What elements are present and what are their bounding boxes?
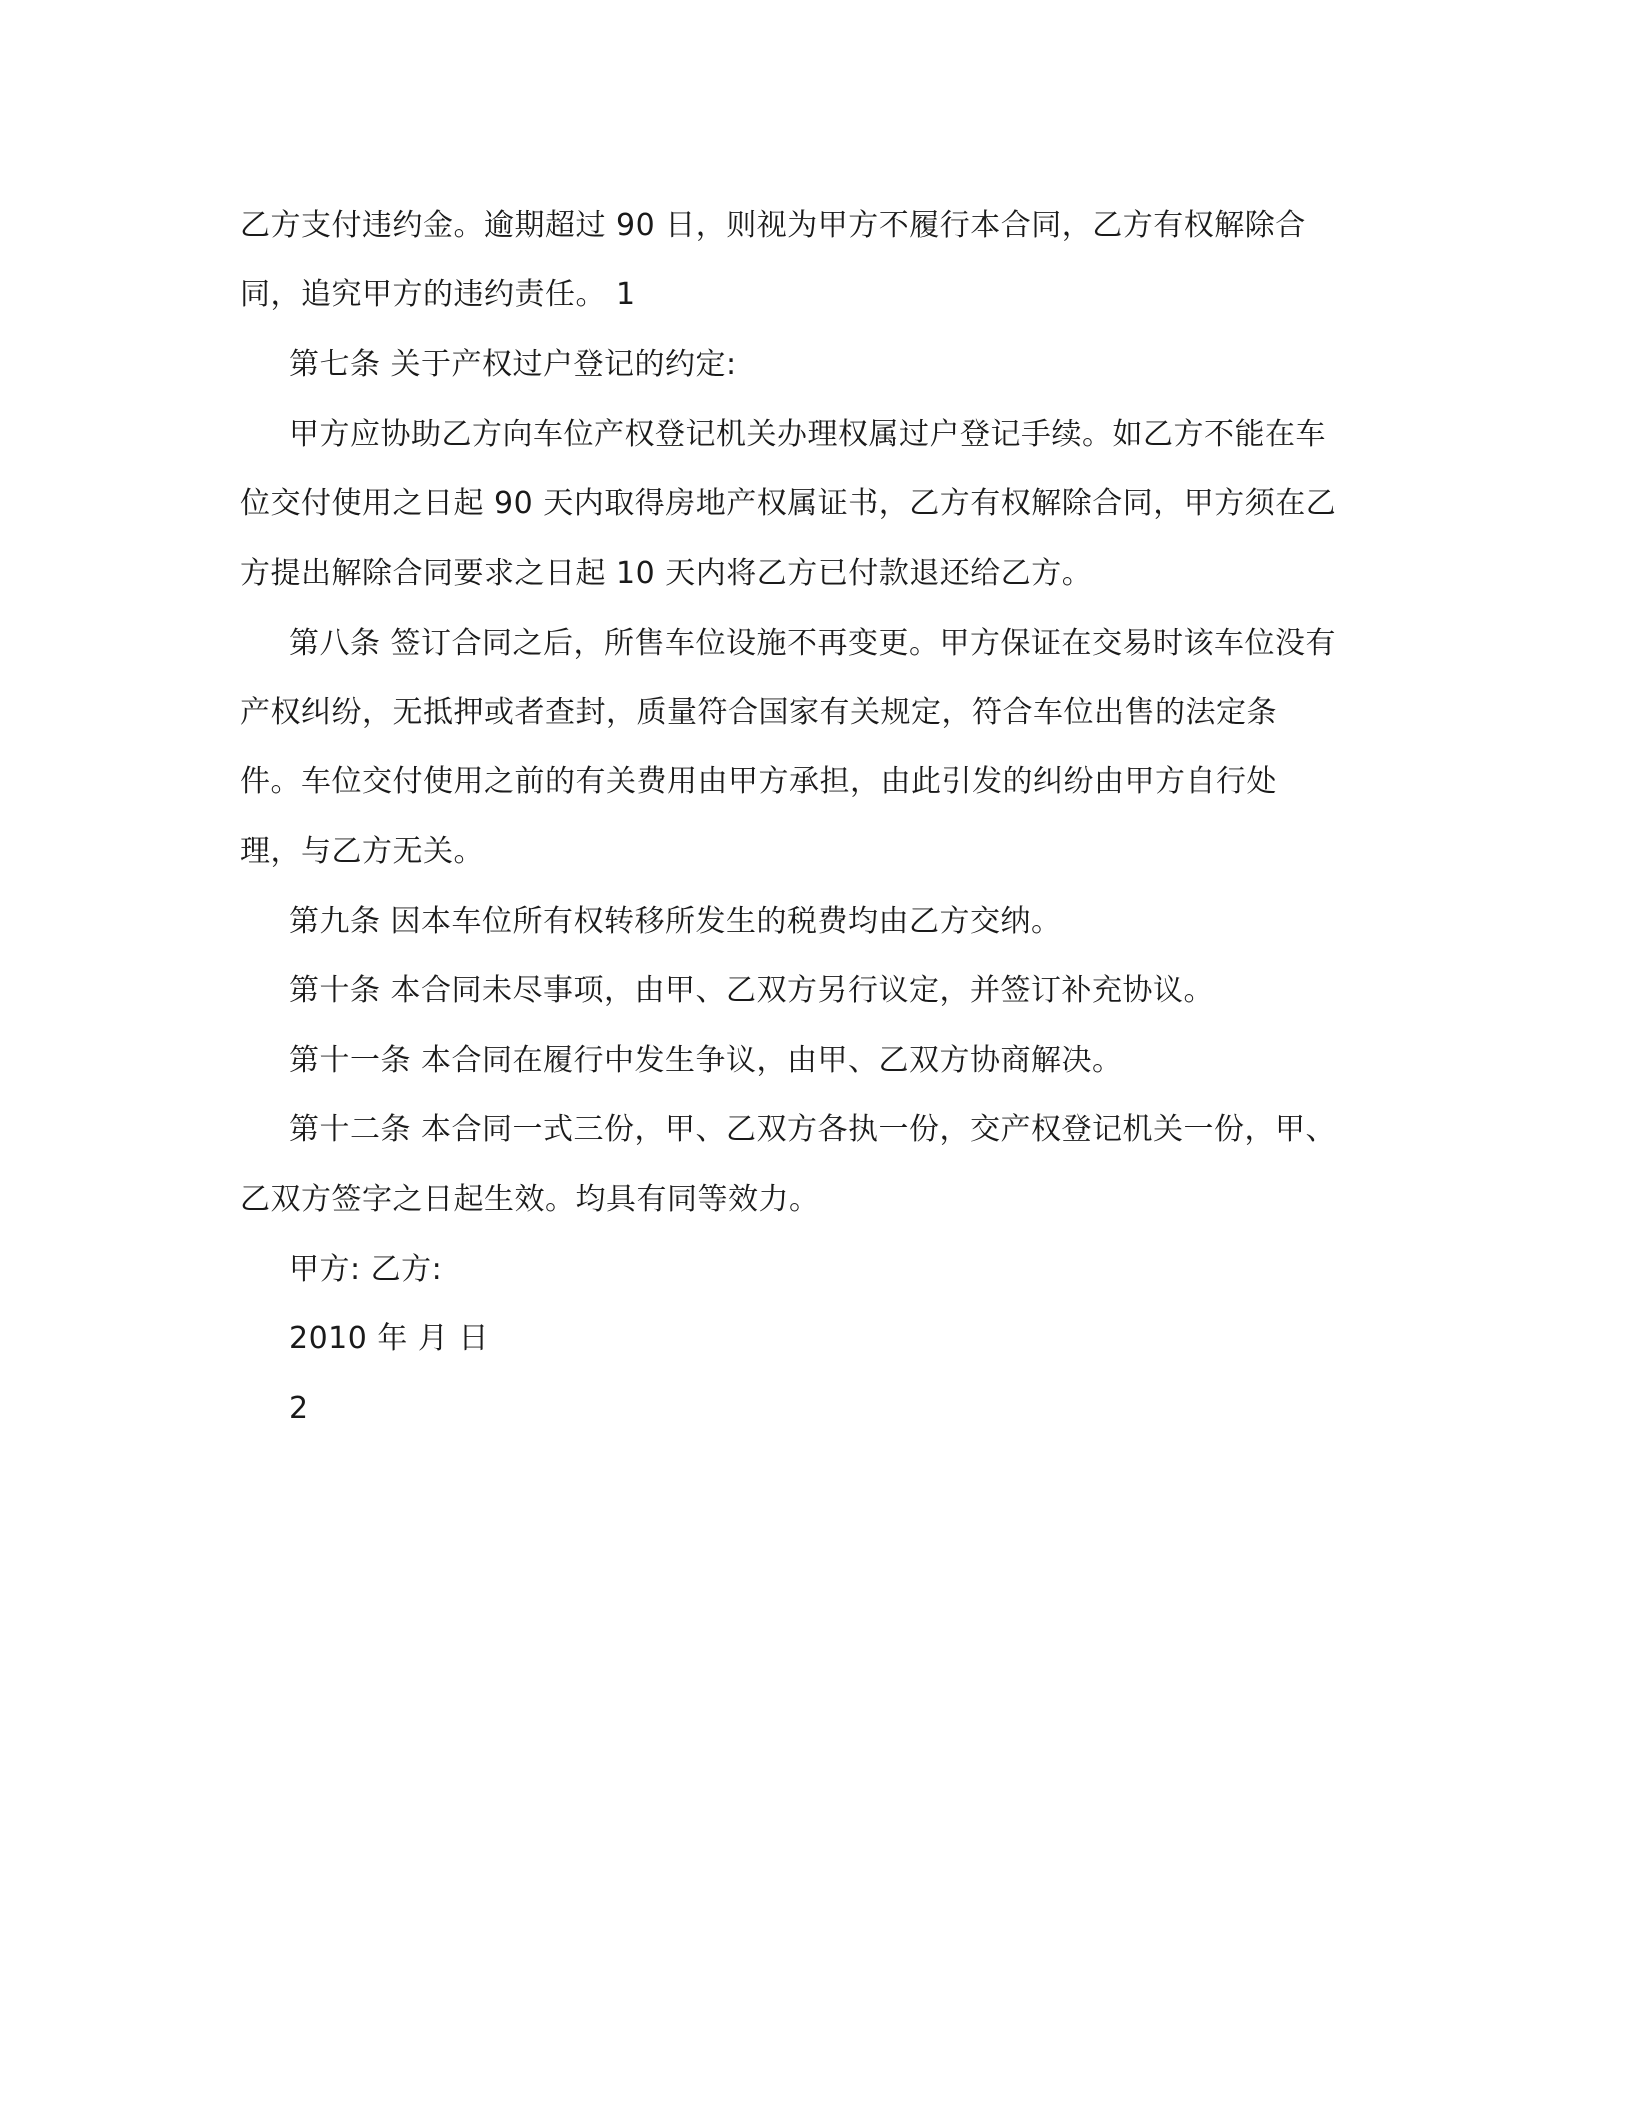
paragraph-line: 甲方应协助乙方向车位产权登记机关办理权属过户登记手续。如乙方不能在车 [289,417,1326,452]
paragraph-line: 第十条 本合同未尽事项，由甲、乙双方另行议定，并签订补充协议。 [289,973,1215,1008]
paragraph-line: 位交付使用之日起 90 天内取得房地产权属证书，乙方有权解除合同，甲方须在乙 [240,486,1337,521]
paragraph-line: 第九条 因本车位所有权转移所发生的税费均由乙方交纳。 [289,904,1062,939]
paragraph-line: 产权纠纷，无抵押或者查封，质量符合国家有关规定，符合车位出售的法定条 [240,695,1277,730]
paragraph-line: 第十一条 本合同在履行中发生争议，由甲、乙双方协商解决。 [289,1043,1123,1078]
paragraph-line: 同，追究甲方的违约责任。 1 [240,277,636,312]
signature-date: 2010 年 月 日 [289,1321,489,1356]
paragraph-line: 件。车位交付使用之前的有关费用由甲方承担，由此引发的纠纷由甲方自行处 [240,764,1277,799]
paragraph-line: 理，与乙方无关。 [240,834,484,869]
page-number: 2 [289,1391,309,1426]
paragraph-line: 乙方支付违约金。逾期超过 90 日，则视为甲方不履行本合同，乙方有权解除合 [240,208,1306,243]
paragraph-line: 乙双方签字之日起生效。均具有同等效力。 [240,1182,820,1217]
signature-parties: 甲方: 乙方: [289,1252,443,1287]
article-heading: 第七条 关于产权过户登记的约定: [289,347,737,382]
paragraph-line: 第十二条 本合同一式三份，甲、乙双方各执一份，交产权登记机关一份，甲、 [289,1112,1337,1147]
paragraph-line: 第八条 签订合同之后，所售车位设施不再变更。甲方保证在交易时该车位没有 [289,626,1337,661]
paragraph-line: 方提出解除合同要求之日起 10 天内将乙方已付款退还给乙方。 [240,556,1093,591]
